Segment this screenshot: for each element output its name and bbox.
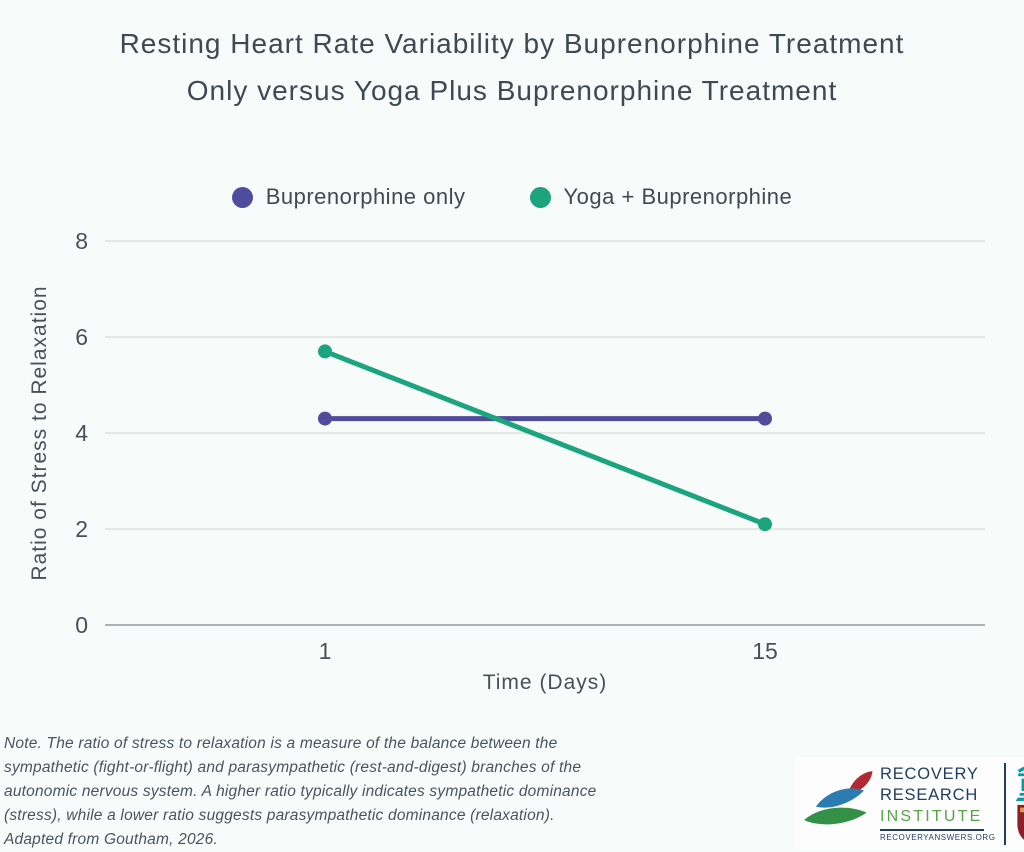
data-point-series-1 [318, 344, 332, 358]
footnote-line: autonomic nervous system. A higher ratio typically indicates sympathetic dominance [4, 783, 597, 800]
chart-title [0, 20, 1024, 114]
y-tick-label: 6 [75, 324, 88, 350]
rri-logo-research: RESEARCH [880, 786, 979, 805]
temple-icon [1014, 761, 1024, 801]
footnote-line: (stress), while a lower ratio suggests parasympathetic dominance (relaxation). [4, 807, 555, 824]
line-chart [0, 225, 1024, 705]
y-tick-label: 0 [75, 612, 88, 638]
x-tick-label: 1 [318, 638, 332, 664]
rri-logo-vertical-divider [1004, 763, 1006, 845]
rri-leaves-icon [799, 765, 875, 843]
footnote-line: sympathetic (fight-or-flight) and parasympathetic (rest-and-digest) branches of the [4, 759, 582, 776]
rri-logo-emblems [1014, 761, 1024, 846]
y-axis-title: Ratio of Stress to Relaxation [28, 285, 51, 581]
legend-label-buprenorphine-only: Buprenorphine only [265, 184, 466, 209]
rri-logo-institute: INSTITUTE [880, 808, 983, 826]
y-tick-label: 8 [75, 228, 88, 254]
crest-shield-icon [1015, 804, 1024, 846]
line-chart-canvas [0, 225, 1024, 705]
chart-footnote [4, 732, 754, 852]
recovery-research-institute-logo [795, 757, 1024, 850]
chart-legend [0, 184, 1024, 210]
rri-logo-url: RECOVERYANSWERS.ORG [880, 832, 996, 842]
legend-label-yoga-buprenorphine: Yoga + Buprenorphine [563, 184, 793, 209]
chart-title-line1: Resting Heart Rate Variability by Buprenorphine Treatment [119, 28, 905, 59]
series-line-1 [325, 351, 765, 524]
data-point-series-0 [318, 412, 332, 426]
x-tick-label: 15 [752, 638, 778, 664]
rri-logo-text [880, 764, 996, 843]
legend-item-buprenorphine-only [232, 184, 466, 210]
chart-title-line2: Only versus Yoga Plus Buprenorphine Treatment [186, 75, 838, 106]
data-point-series-0 [758, 412, 772, 426]
legend-dot-buprenorphine-only-icon [232, 187, 253, 208]
footnote-line: Note. The ratio of stress to relaxation is a measure of the balance between the [4, 735, 558, 752]
rri-logo-recovery: RECOVERY [880, 765, 979, 784]
footnote-line: Adapted from Goutham, 2026. [4, 831, 218, 848]
data-point-series-1 [758, 517, 772, 531]
x-axis-title: Time (Days) [482, 671, 608, 694]
y-tick-label: 4 [75, 420, 88, 446]
y-tick-label: 2 [75, 516, 88, 542]
rri-logo-divider-line [880, 829, 984, 831]
legend-item-yoga-buprenorphine [530, 184, 793, 210]
legend-dot-yoga-buprenorphine-icon [530, 187, 551, 208]
